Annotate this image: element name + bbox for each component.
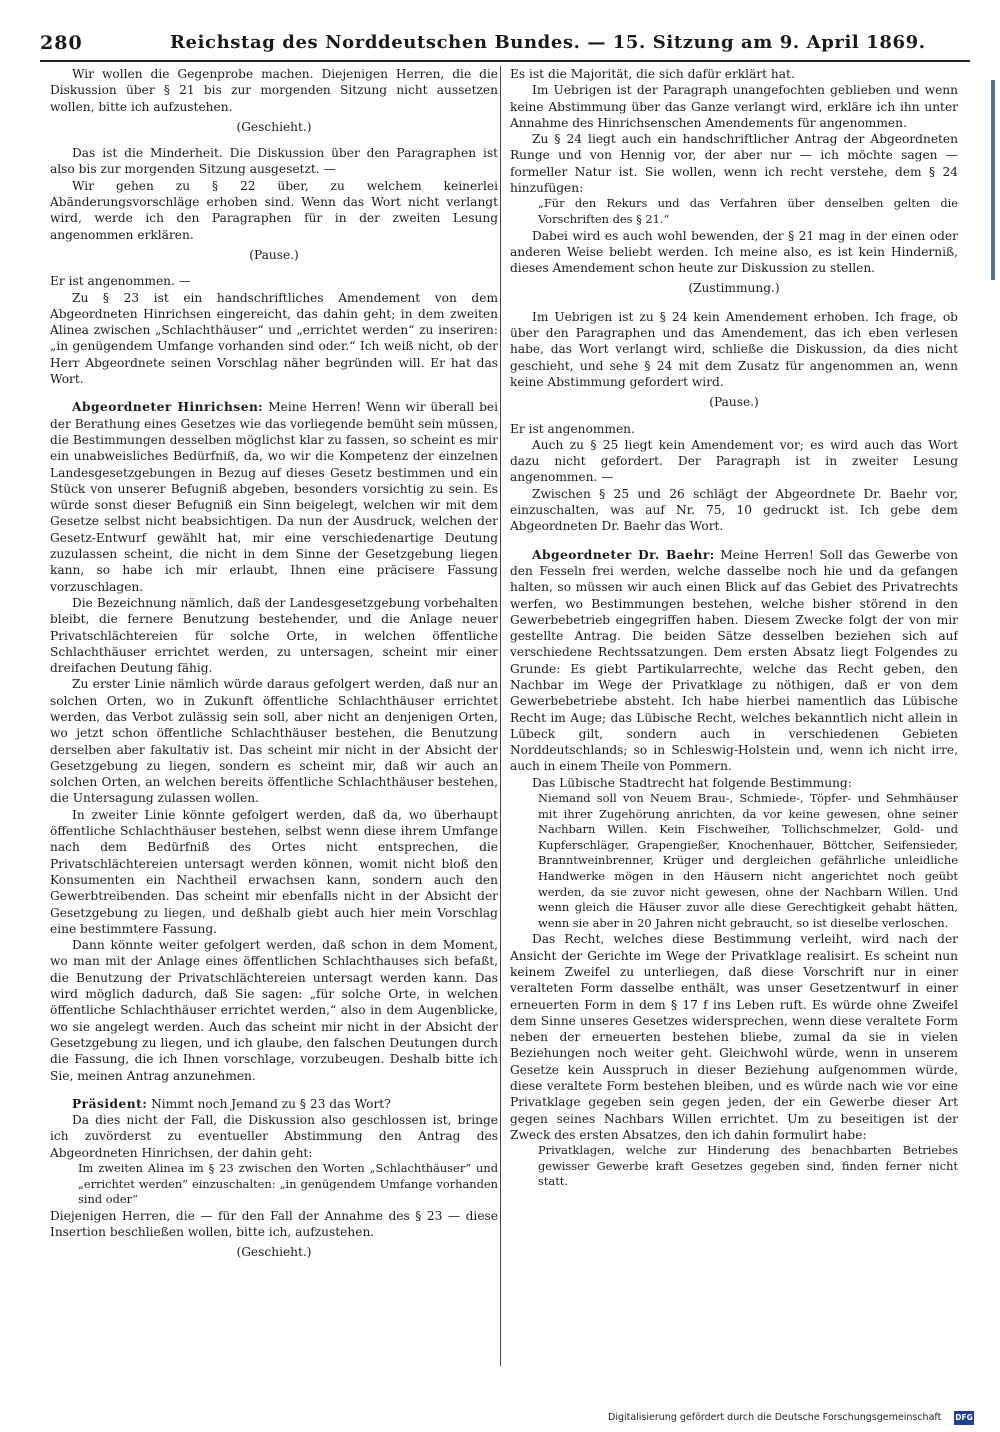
page-header bbox=[40, 30, 970, 62]
running-head: Reichstag des Norddeutschen Bundes. — 15. Sitzung am 9. April 1869. bbox=[170, 32, 926, 53]
stage-direction: (Geschieht.) bbox=[236, 119, 312, 134]
paragraph: Auch zu § 25 liegt kein Amendement vor; es wird auch das Wort dazu nicht gefordert. Der Paragraph ist in zweiter Lesung angenommen. — bbox=[510, 437, 958, 485]
paragraph: Das Recht, welches diese Bestimmung verleiht, wird nach der Ansicht der Gerichte im Wege der Privatklage realisirt. Es scheint nun keinem Zweifel zu unterliegen, daß diese Vorschrift nur in einer veralteten Form dasselbe enthält, was unser Gesetzentwurf in einer erneuerten Form in dem § 17 f ins Leben ruft. Es würde ohne Zweifel dem Sinne unseres Gesetzes widersprechen, wenn diese veraltete Form neben der erneuerten bestehen bliebe, zumal da sie in vielen Beziehungen noch weiter geht. Gleichwohl würde, wenn in unserem Gesetze kein Ausspruch in dieser Beziehung aufgenommen würde, diese veraltete Form bestehen bleiben, und es würde nach wie vor eine Privatklage gegeben sein gegen jeden, der ein Gewerbe dieser Art gegen seines Nachbars Willen errichtet. Um zu beseitigen ist der Zweck des ersten Absatzes, den ich dahin formulirt habe: bbox=[510, 932, 958, 1142]
paragraph: Dabei wird es auch wohl bewenden, der § 21 mag in der einen oder anderen Weise beliebt werden. Ich meine also, es ist kein Hinderniß, dieses Amendement schon heute zur Diskussion zu stellen. bbox=[510, 228, 958, 276]
stage-direction: (Geschieht.) bbox=[236, 1245, 312, 1260]
speaker-name: Präsident: bbox=[72, 1096, 148, 1111]
speech-text: Meine Herren! Soll das Gewerbe von den Fesseln frei werden, welche dasselbe noch hie und da gefangen halten, so müssen wir auch einen Blick auf das Gebiet des Privatrechts werfen, wo Bestimmungen bestehen, welche bisher störend in den Gewerbebetrieb eingegriffen haben. Diesem Zwecke folgt der von mir gestellte Antrag. Die beiden Sätze desselben beziehen sich auf verschiedene Rechtssatzungen. Dem ersten Absatz liegt Folgendes zu Grunde: Es giebt Partikularrechte, welche das Recht geben, den Nachbar im Wege der Privatklage zu nöthigen, daß er von dem Gewerbebetriebe absteht. Ich habe hierbei namentlich das Lübische Recht im Auge; das Lübische Recht, welches bekanntlich nicht allein in Lübeck gilt, sondern auch in verschiedenen Gebieten Norddeutschlands; so in Schleswig-Holstein und, wenn ich nicht irre, auch in einem Theile von Pommern. bbox=[510, 547, 958, 774]
right-column bbox=[510, 66, 958, 1366]
speech bbox=[50, 399, 498, 595]
paragraph: Zu § 23 ist ein handschriftliches Amendement von dem Abgeordneten Hinrichsen eingereicht, das dahin geht; in dem zweiten Alinea zwischen „Schlachthäuser“ und „errichtet werden“ zu inseriren: „in genügendem Umfange vorhanden sind oder.“ Ich weiß nicht, ob der Herr Abgeordnete seinen Vorschlag näher begründen will. Er hat das Wort. bbox=[50, 290, 498, 387]
quoted-motion: „Für den Rekurs und das Verfahren über denselben gelten die Vorschriften des § 21.“ bbox=[538, 196, 958, 226]
scan-edge-mark bbox=[991, 80, 995, 280]
speech-text: Meine Herren! Wenn wir überall bei der Berathung eines Gesetzes wie das vorliegende bemüht sein müssen, die Bestimmungen desselben möglichst klar zu fassen, so scheint es mir ein unabweisliches Bedürfniß, da, wo wir die Kompetenz der einzelnen Landesgesetzgebungen in Bezug auf dieses Gesetz bestimmen und ein Stück von unserer Befugniß abgeben, besonders vorsichtig zu sein. Es würde sonst dieser Befugniß ein Sinn beigelegt, welchen wir mit dem Gesetze selbst nicht beabsichtigen. Da nun der Ausdruck, welchen der Gesetz-Entwurf gewählt hat, mir eine verschiedenartige Deutung zuzulassen scheint, die nicht in dem Sinne der Gesetzgebung liegen kann, so habe ich mir erlaubt, Ihnen eine präcisere Fassung vorzuschlagen. bbox=[50, 400, 498, 594]
paragraph: Das ist die Minderheit. Die Diskussion über den Paragraphen ist also bis zur morgenden Sitzung ausgesetzt. — bbox=[50, 146, 498, 177]
paragraph: Es ist die Majorität, die sich dafür erklärt hat. bbox=[510, 67, 795, 81]
paragraph: Im Uebrigen ist der Paragraph unangefochten geblieben und wenn keine Abstimmung über das Ganze verlangt wird, erkläre ich ihn unter Annahme des Hinrichsenschen Amendements für angenommen. bbox=[510, 83, 958, 130]
paragraph: In zweiter Linie könnte gefolgert werden, daß da, wo überhaupt öffentliche Schlachthäuser bestehen, selbst wenn diese ihrem Umfange nach dem Bedürfniß des Ortes nicht entsprechen, die Privatschlächtereien untersagt werden können, womit nicht bloß den Konsumenten ein Nachtheil erwachsen kann, sondern auch den Gewerbtreibenden. Das scheint mir ebenfalls nicht in der Absicht der Gesetzgebung zu liegen, und deßhalb giebt auch hier mein Vorschlag eine bestimmtere Fassung. bbox=[50, 807, 498, 936]
column-divider bbox=[500, 66, 501, 1366]
left-column bbox=[50, 66, 498, 1366]
speech-text: Nimmt noch Jemand zu § 23 das Wort? bbox=[151, 1096, 391, 1111]
paragraph: Wir gehen zu § 22 über, zu welchem keinerlei Abänderungsvorschläge erhoben sind. Wenn das Wort nicht verlangt wird, werde ich den Paragraphen für in der zweiten Lesung angenommen erklären. bbox=[50, 178, 498, 242]
paragraph: Dann könnte weiter gefolgert werden, daß schon in dem Moment, wo man mit der Anlage eines öffentlichen Schlachthauses sich befaßt, die Benutzung der Privatschlächtereien untersagt werden kann. Das wird möglich dadurch, daß Sie sagen: „für solche Orte, in welchen öffentliche Schlachthäuser errichtet werden,“ also in dem Augenblicke, wo sie angelegt werden. Auch das scheint mir nicht in der Absicht der Gesetzgebung zu liegen, und ich glaube, den falschen Deutungen durch die Fassung, die ich Ihnen vorschlage, vorzubeugen. Deshalb bitte ich Sie, meinen Antrag anzunehmen. bbox=[50, 938, 498, 1083]
stage-direction: (Pause.) bbox=[249, 247, 299, 262]
paragraph: Diejenigen Herren, die — für den Fall der Annahme des § 23 — diese Insertion beschließen wollen, bitte ich, aufzustehen. bbox=[50, 1208, 498, 1240]
quoted-motion: Im zweiten Alinea im § 23 zwischen den Worten „Schlachthäuser“ und „errichtet werden“ einzuschalten: „in genügendem Umfange vorhanden sind oder“ bbox=[78, 1161, 498, 1207]
paragraph: Er ist angenommen. bbox=[510, 421, 635, 436]
dfg-logo: DFG bbox=[954, 1411, 974, 1425]
paragraph: Er ist angenommen. — bbox=[50, 274, 191, 289]
paragraph: Wir wollen die Gegenprobe machen. Diejenigen Herren, die die Diskussion über § 21 bis zur morgenden Sitzung nicht aussetzen wollen, bitte ich aufzustehen. bbox=[50, 67, 498, 114]
paragraph: Da dies nicht der Fall, die Diskussion also geschlossen ist, bringe ich zuvörderst zu eventueller Abstimmung den Antrag des Abgeordneten Hinrichsen, der dahin geht: bbox=[50, 1113, 498, 1160]
speech bbox=[50, 1096, 498, 1112]
stage-direction: (Zustimmung.) bbox=[688, 281, 780, 296]
stage-direction: (Pause.) bbox=[709, 395, 759, 410]
paragraph: Die Bezeichnung nämlich, daß der Landesgesetzgebung vorbehalten bleibt, die fernere Benutzung bestehender, und die Anlage neuer Privatschlächtereien für solche Orte, in welchen öffentliche Schlachthäuser errichtet werden, zu untersagen, scheint mir einer dreifachen Deutung fähig. bbox=[50, 595, 498, 676]
page-number: 280 bbox=[40, 32, 83, 54]
paragraph: Das Lübische Stadtrecht hat folgende Bestimmung: bbox=[532, 775, 852, 790]
paragraph: Im Uebrigen ist zu § 24 kein Amendement erhoben. Ich frage, ob über den Paragraphen und das Amendement, das ich eben verlesen habe, das Wort verlangt wird, schließe die Diskussion, da dies nicht geschieht, und sehe § 24 mit dem Zusatz für angenommen an, wenn keine Abstimmung gefordert wird. bbox=[510, 309, 958, 389]
footer-text: Digitalisierung gefördert durch die Deutsche Forschungsgemeinschaft bbox=[608, 1412, 942, 1423]
quoted-motion: Privatklagen, welche zur Hinderung des benachbarten Betriebes gewisser Gewerbe kraft Gesetzes gegeben sind, finden ferner nicht statt. bbox=[538, 1143, 958, 1189]
speaker-name: Abgeordneter Hinrichsen: bbox=[72, 400, 264, 415]
paragraph: Zu erster Linie nämlich würde daraus gefolgert werden, daß nur an solchen Orten, wo in Zukunft öffentliche Schlachthäuser errichtet werden, das Verbot zulässig sein soll, aber nicht an denjenigen Orten, wo jetzt schon öffentliche Schlachthäuser bestehen, die Benutzung derselben aber fakultativ ist. Das scheint mir nicht in der Absicht der Gesetzgebung zu liegen, sondern es scheint mir, daß wir auch an solchen Orten, an welchen bereits öffentliche Schlachthäuser bestehen, die Untersagung zulassen wollen. bbox=[50, 677, 498, 806]
quoted-statute: Niemand soll von Neuem Brau-, Schmiede-, Töpfer- und Sehmhäuser mit ihrer Zugehörung anrichten, da vor keine gewesen, ohne seiner Nachbarn Willen. Kein Fischweiher, Tollichschmelzer, Gold- und Kupferschläger, Grapengießer, Knochenhauer, Böttcher, Seifensieder, Branntweinbrenner, Krüger und dergleichen gefährliche unleidliche Handwerke mögen in den Häusern nicht angerichtet noch geübt werden, da sie zuvor nicht gewesen, ohne der Nachbarn Willen. Und wenn gleich die Häuser zuvor alle diese Gerechtigkeit gehabt hätten, wenn sie aber in 20 Jahren nicht gebraucht, so ist dieselbe verloschen. bbox=[538, 791, 958, 930]
speech bbox=[510, 547, 958, 775]
speaker-name: Abgeordneter Dr. Baehr: bbox=[532, 547, 715, 562]
digitization-footer bbox=[608, 1411, 978, 1427]
paragraph: Zwischen § 25 und 26 schlägt der Abgeordnete Dr. Baehr vor, einzuschalten, was auf Nr. 75, 10 gedruckt ist. Ich gebe dem Abgeordneten Dr. Baehr das Wort. bbox=[510, 486, 958, 534]
paragraph: Zu § 24 liegt auch ein handschriftlicher Antrag der Abgeordneten Runge und von Hennig vor, der aber nur — ich möchte sagen — formeller Natur ist. Sie wollen, wenn ich recht verstehe, dem § 24 hinzufügen: bbox=[510, 132, 958, 196]
